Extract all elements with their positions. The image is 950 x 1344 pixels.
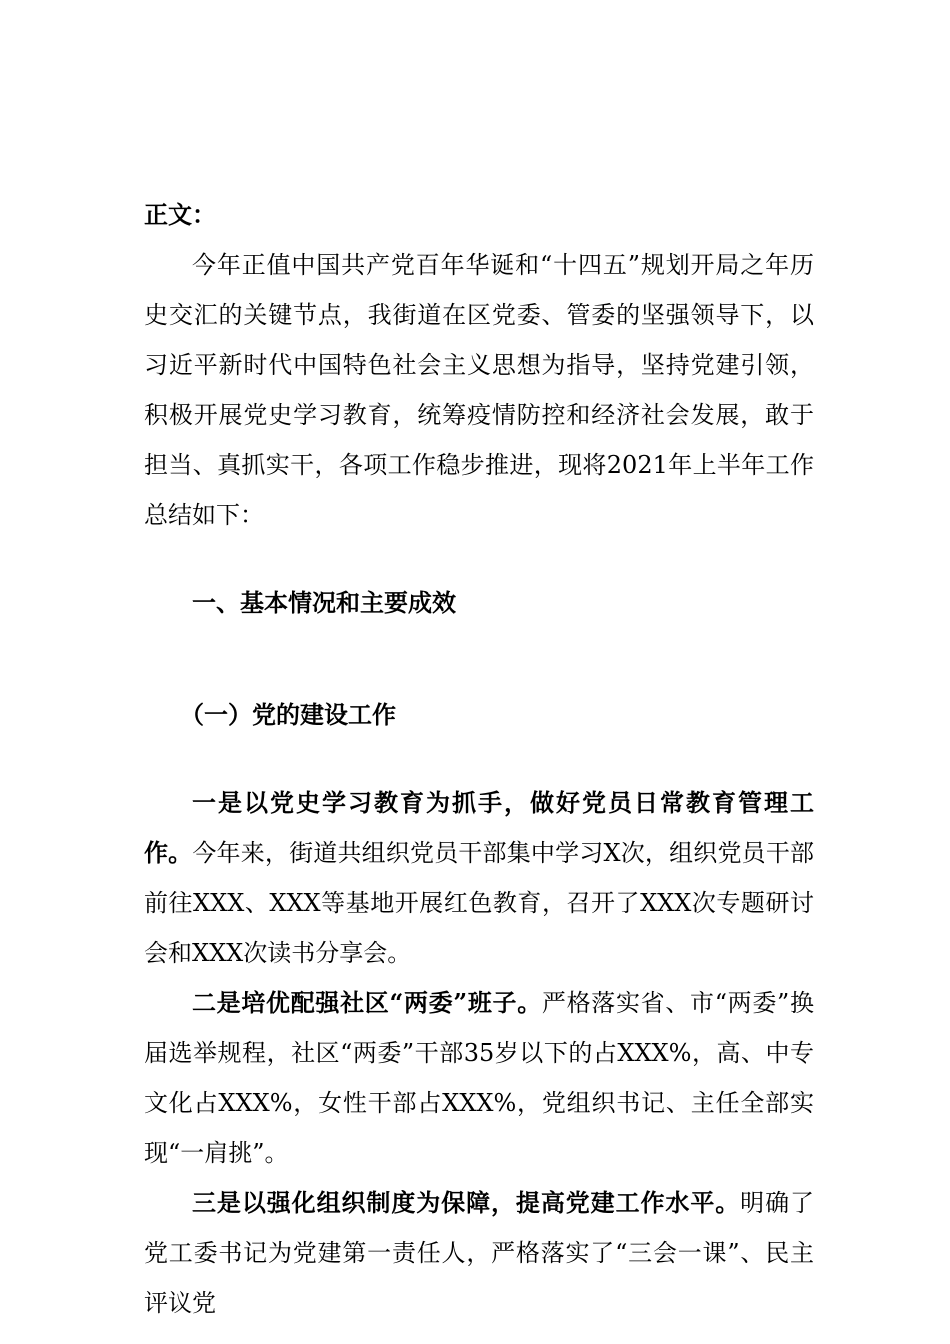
subsection-heading: （一）党的建设工作 <box>180 700 396 729</box>
item-text-3: 明确了党工委书记为党建第一责任人，严格落实了“三会一课”、民主评议党 <box>144 1189 815 1317</box>
intro-paragraph: 今年正值中国共产党百年华诞和“十四五”规划开局之年历史交汇的关键节点，我街道在区党委、管委的坚强领导下，以习近平新时代中国特色社会主义思想为指导，坚持党建引领，积极开展党史学习教育，统筹疫情防控和经济社会发展，敢于担当、真抓实干，各项工作稳步推进，现将2021年上半年工作总结如下： <box>144 251 814 529</box>
item-paragraph-3 <box>144 1178 814 1328</box>
item-paragraph-1 <box>144 778 814 978</box>
item-text-1: 今年来，街道共组织党员干部集中学习X次，组织党员干部前往XXX、XXX等基地开展红色教育，召开了XXX次专题研讨会和XXX次读书分享会。 <box>144 839 815 967</box>
item-lead-2: 二是培优配强社区“两委”班子。 <box>192 988 542 1017</box>
item-lead-3: 三是以强化组织制度为保障，提高党建工作水平。 <box>192 1188 741 1217</box>
document-body <box>144 190 814 1328</box>
item-lead-1: 一是以党史学习教育为抓手，做好党员日常教育管理工作。 <box>144 788 814 867</box>
section-heading: 一、基本情况和主要成效 <box>192 588 456 617</box>
item-paragraph-2 <box>144 978 814 1178</box>
body-label: 正文： <box>144 200 216 229</box>
item-text-2: 严格落实省、市“两委”换届选举规程，社区“两委”干部35岁以下的占XXX%，高、中专文化占XXX%，女性干部占XXX%，党组织书记、主任全部实现“一肩挑”。 <box>144 989 814 1167</box>
